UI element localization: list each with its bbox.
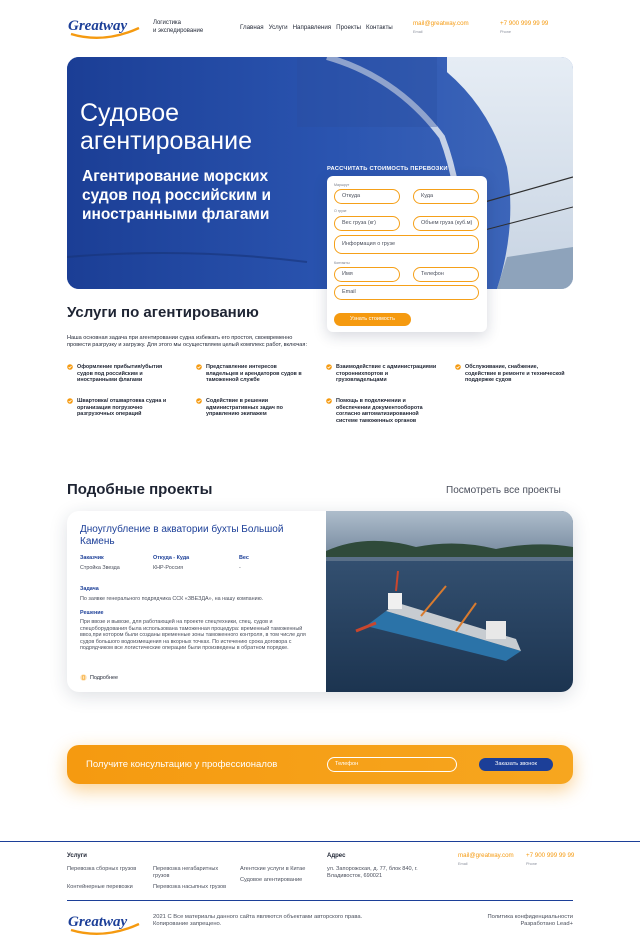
service-item: Швартовка/ отшвартовка судна и организация погрузочно разгрузочных операций [67, 398, 179, 418]
check-icon [67, 364, 73, 370]
project-more-link[interactable]: Подробнее [80, 674, 118, 681]
solution-value: При ввозе и вывозе, для работающей на проекте спецтехники, спец. судов и спецоборудования была использована таможенная процедура: временный таможенный ввоз,при котором были созданы временные зоны таможенного контроля, в том числе для судов большого водоизмещения на вкорных точках. По истечению срока договора с подрядчиком все логистические операции были произведены в обратном порядке. [80, 619, 306, 652]
footer-link[interactable]: Судовое агентирование [240, 877, 303, 883]
service-item: Содействие в решении административных задач по управлению экипажем [196, 398, 308, 418]
contacts-label: Контакты [334, 261, 350, 265]
volume-input[interactable]: Объем груза (куб.м) [413, 216, 479, 231]
name-input[interactable]: Имя [334, 267, 400, 282]
footer-email[interactable]: mail@greatway.com Email [458, 852, 514, 866]
footer-link[interactable]: Перевозка насыпных грузов [153, 884, 227, 890]
check-icon [326, 398, 332, 404]
footer-link[interactable]: Перевозка негабаритных грузов [153, 866, 219, 879]
weight-input[interactable]: Вес груза (кг) [334, 216, 400, 231]
dredging-ship-photo [326, 511, 573, 692]
document-icon [80, 674, 87, 681]
consultation-banner [67, 745, 573, 784]
service-item: Представление интересов владельцев и арендаторов судов в таможенной службе [196, 364, 308, 384]
cargo-info-input[interactable]: Информация о грузе [334, 235, 479, 254]
footer-address: ул. Запорожская, д. 77, блок 840, г. Владивосток, 690021 [327, 866, 418, 879]
svg-text:Greatway: Greatway [68, 18, 128, 34]
tagline: Логистика и экспедирование [153, 20, 204, 34]
copyright: 2021 С Все материалы данного сайта являются объектами авторского права. Копирование запрещено. [153, 914, 363, 927]
project-title: Дноуглубление в акватории бухты Большой Камень [80, 524, 284, 547]
nav-directions[interactable]: Направления [292, 24, 332, 31]
developer-link[interactable]: Разработано Lead+ [520, 921, 573, 927]
from-input[interactable]: Откуда [334, 189, 400, 204]
footer-phone[interactable]: +7 900 999 99 99 Phone [526, 852, 575, 866]
weight-value: - [239, 565, 241, 571]
footer-greatway-logo[interactable] [67, 910, 141, 936]
header-phone[interactable]: +7 900 999 99 99 Phone [500, 20, 549, 34]
footer-link[interactable]: Агентские услуги в Китае [240, 866, 306, 872]
services-intro: Наша основная задача при агентировании судна избежать его простоя, своевременно провести разгрузку и загрузку. Для этого мы осуществляем целый комплекс работ, включая: [67, 335, 307, 348]
nav-services[interactable]: Услуги [268, 24, 288, 31]
solution-label: Решение [80, 610, 104, 616]
check-icon [326, 364, 332, 370]
greatway-logo[interactable] [67, 14, 141, 40]
weight-label: Вес [239, 555, 249, 561]
footer-legal [487, 914, 573, 928]
all-projects-link[interactable]: Посмотреть все проекты [446, 485, 561, 496]
route-value: КНР-Россия [153, 565, 184, 571]
form-title: РАССЧИТАТЬ СТОИМОСТЬ ПЕРЕВОЗКИ [327, 166, 448, 172]
check-icon [67, 398, 73, 404]
footer-link[interactable]: Контейнерные перевозки [67, 884, 133, 890]
footer-services-title: Услуги [67, 853, 87, 859]
footer-link[interactable]: Перевозка сборных грузов [67, 866, 137, 872]
service-item: Оформление прибытия/убытия судов под российским и иностранными флагами [67, 364, 179, 384]
nav-contacts[interactable]: Контакты [366, 24, 393, 31]
footer-divider [67, 900, 573, 901]
customer-value: Стройка Звезда [80, 565, 120, 571]
check-icon [196, 364, 202, 370]
hero-subtitle: Агентирование морских судов под российским и иностранными флагами [82, 168, 272, 223]
check-icon [455, 364, 461, 370]
main-nav [240, 24, 393, 31]
to-input[interactable]: Куда [413, 189, 479, 204]
route-label: Маршрут [334, 183, 350, 187]
service-item: Обслуживание, снабжение, содействие в ремонте и технической поддержке судов [455, 364, 567, 384]
customer-label: Заказчик [80, 555, 104, 561]
project-card [67, 511, 573, 692]
calculate-cost-button[interactable]: Узнать стоимость [334, 313, 411, 326]
nav-projects[interactable]: Проекты [336, 24, 362, 31]
task-label: Задача [80, 586, 99, 592]
services-title: Услуги по агентированию [67, 304, 259, 321]
privacy-link[interactable]: Политика конфиденциальности [487, 914, 573, 920]
route-label: Откуда - Куда [153, 555, 190, 561]
phone-input[interactable]: Телефон [413, 267, 479, 282]
projects-title: Подобные проекты [67, 481, 213, 498]
cta-phone-input[interactable]: Телефон [327, 757, 457, 772]
header-email[interactable]: mail@greatway.com Email [413, 20, 469, 34]
footer-address-title: Адрес [327, 853, 346, 859]
task-value: По заявке генерального подрядчика ССК «ЗВЕЗДА», на нашу компанию. [80, 596, 264, 602]
order-call-button[interactable]: Заказать звонок [479, 758, 553, 771]
service-item: Помощь в подключении и обеспечении документооборота согласно автоматизированной системе таможенных органов [326, 398, 438, 424]
hero-banner [67, 57, 573, 289]
hero-title: Судовое агентирование [80, 99, 252, 155]
email-input[interactable]: Email [334, 285, 479, 300]
consultation-text: Получите консультацию у профессионалов [86, 759, 278, 770]
cargo-label: О грузе [334, 209, 347, 213]
nav-home[interactable]: Главная [240, 24, 264, 31]
svg-text:Greatway: Greatway [68, 914, 128, 930]
cost-calculator-form [327, 176, 487, 332]
header [0, 0, 640, 50]
service-item: Взаимодействие с администрациями стороннихпортов и грузовладельцами [326, 364, 438, 384]
check-icon [196, 398, 202, 404]
